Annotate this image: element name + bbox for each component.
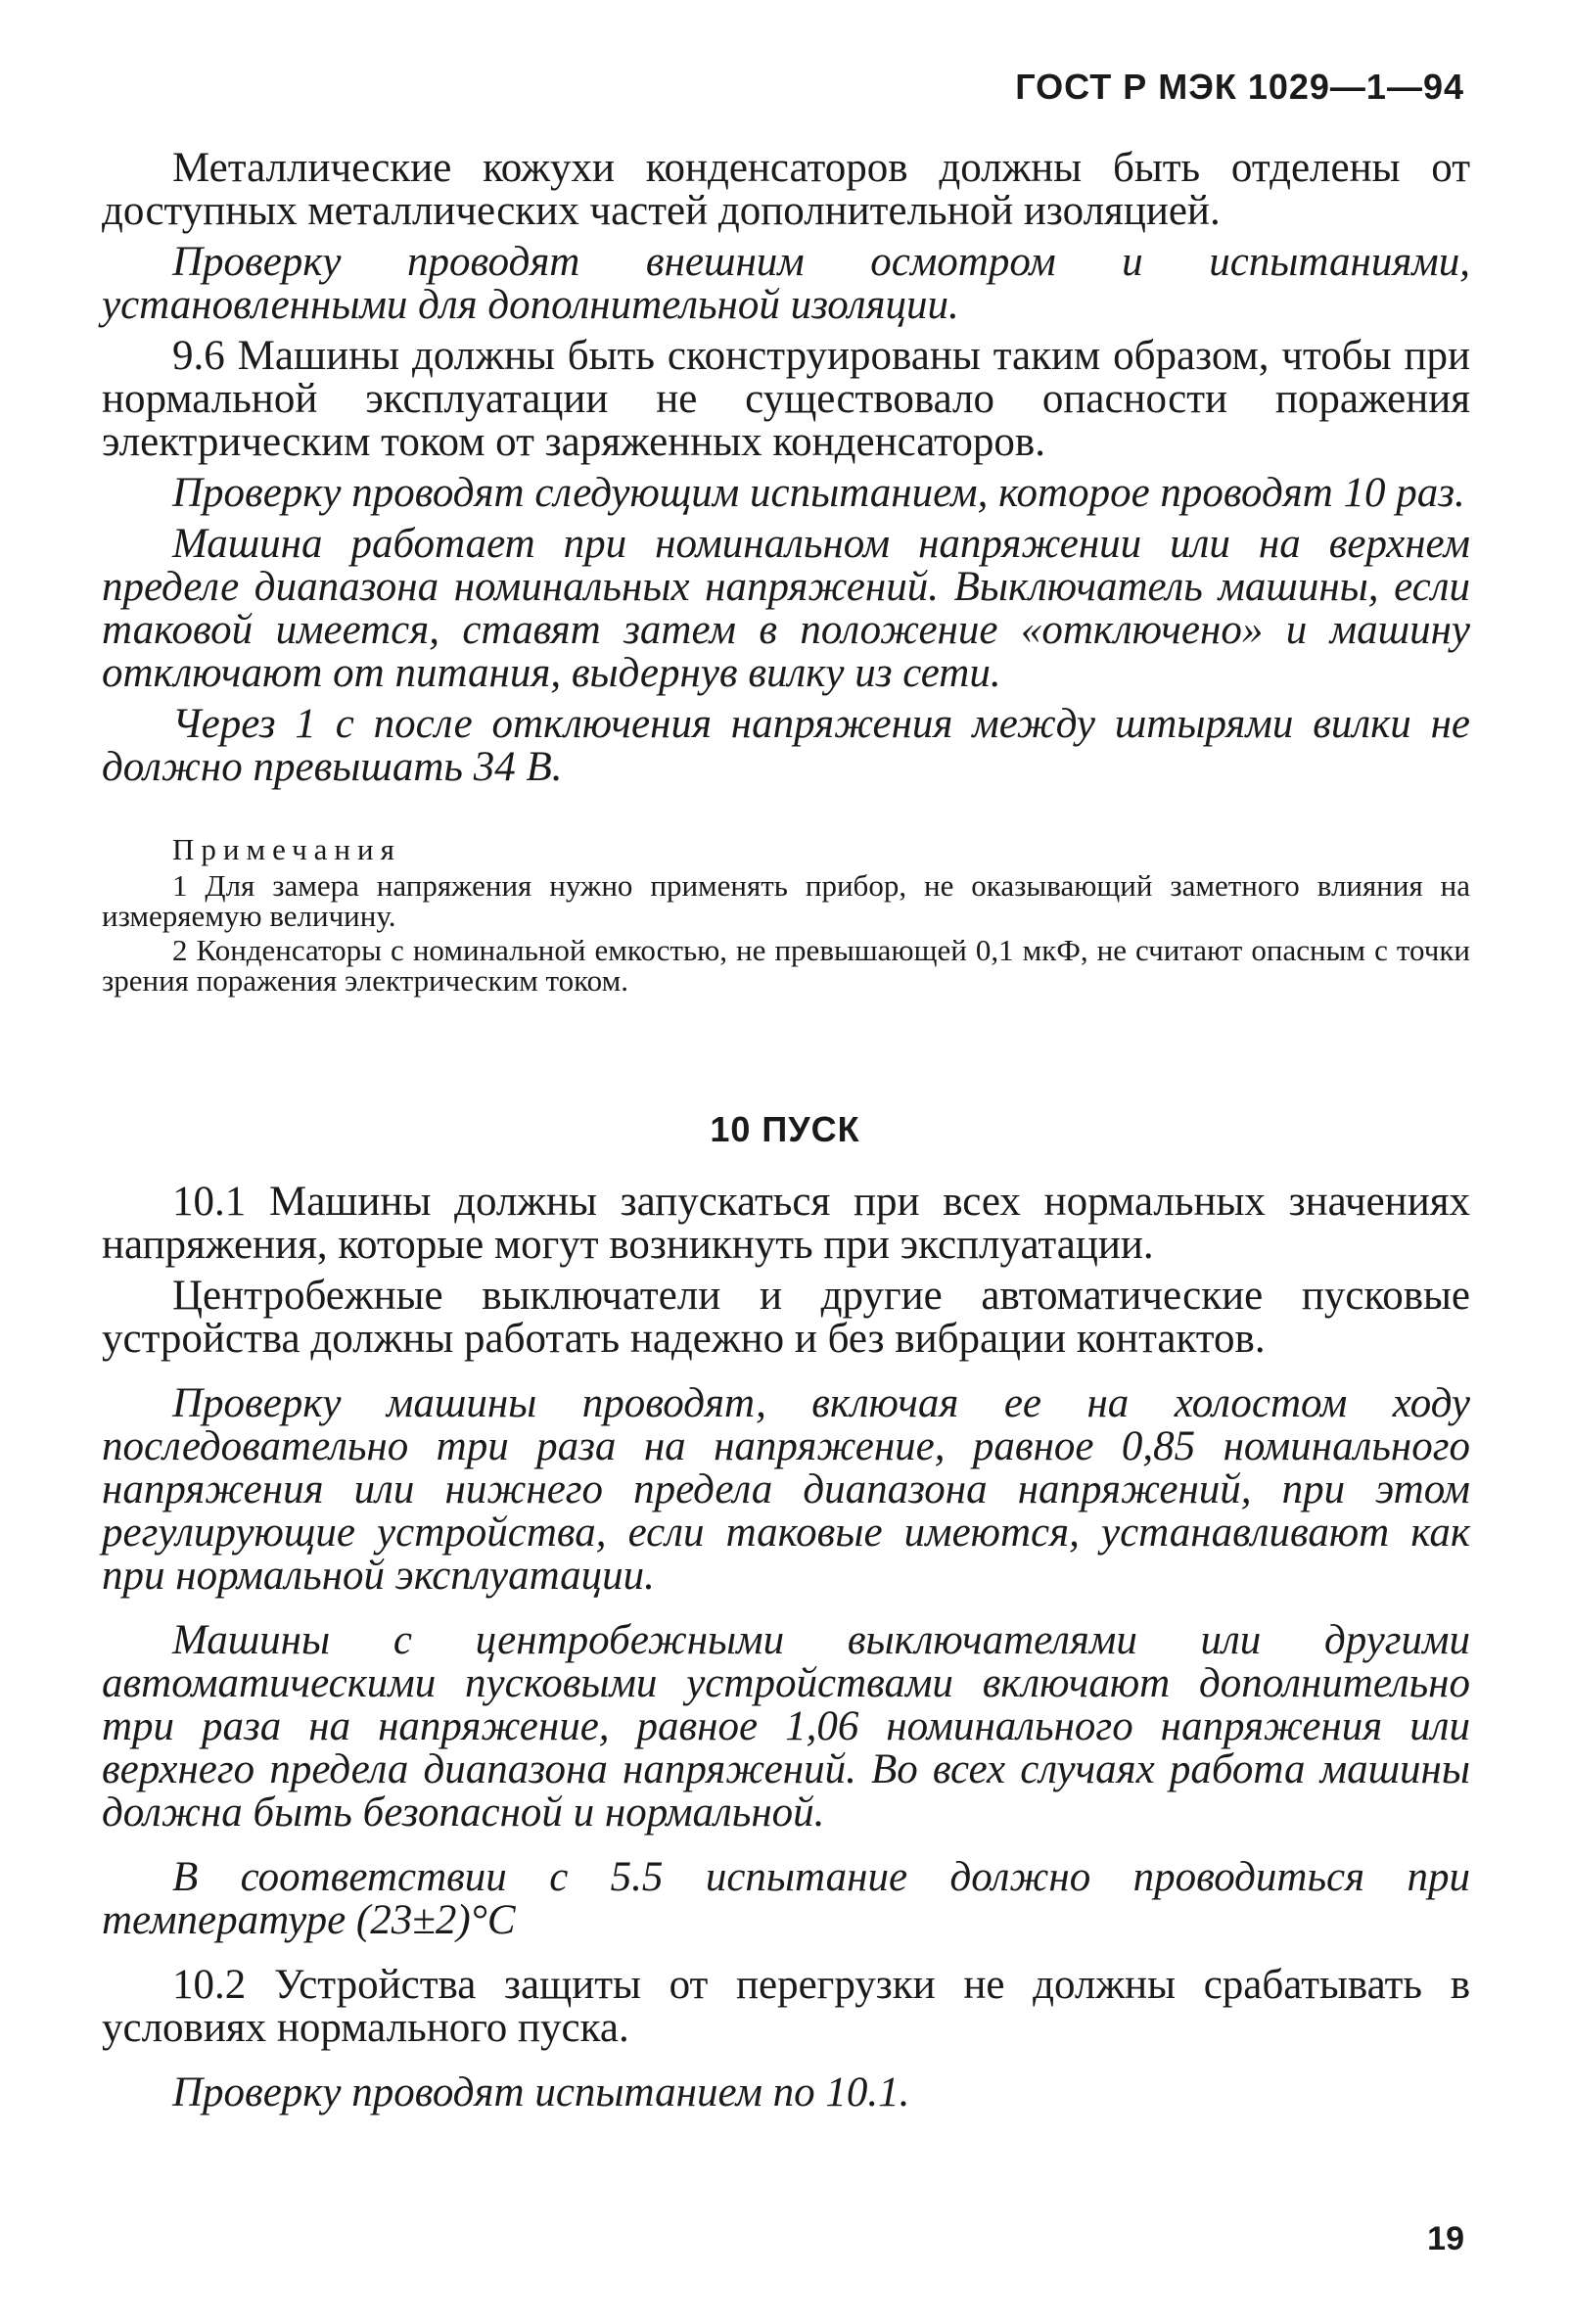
paragraph-check-starting: Проверку машины проводят, включая ее на холостом ходу последовательно три раза на напряжение, равное 0,85 номинального напряжения или нижнего предела диапазона напряжений, при этом регулирующие устройства, если таковые имеются, устанавливают как при нормальной эксплуатации. (102, 1380, 1470, 1599)
paragraph-10-2: 10.2 Устройства защиты от перегрузки не должны срабатывать в условиях нормального пуска. (102, 1962, 1470, 2051)
paragraph-additional-starts: Машины с центробежными выключателями или другими автоматическими пусковыми устройствами включают дополнительно три раза на напряжение, равное 1,06 номинального напряжения или верхнего предела диапазона напряжений. Во всех случаях работа машины должна быть безопасной и нормальной. (102, 1617, 1470, 1836)
running-header: ГОСТ Р МЭК 1029—1—94 (1015, 67, 1464, 107)
paragraph-10-1: 10.1 Машины должны запускаться при всех нормальных значениях напряжения, которые могут возникнуть при эксплуатации. (102, 1179, 1470, 1268)
page-number: 19 (1427, 2220, 1464, 2257)
paragraph-check-inspection: Проверку проводят внешним осмотром и испытаниями, установленными для дополнительной изоляции. (102, 239, 1470, 328)
note-item: 1 Для замера напряжения нужно применять прибор, не оказывающий заметного влияния на измеряемую величину. (102, 868, 1470, 933)
paragraph-centrifugal-switches: Центробежные выключатели и другие автоматические пусковые устройства должны работать надежно и без вибрации контактов. (102, 1273, 1470, 1362)
paragraph-temperature: В соответствии с 5.5 испытание должно проводиться при температуре (23±2)°С (102, 1854, 1470, 1943)
notes-title: Примечания (172, 832, 401, 866)
section-10-title: 10 ПУСК (710, 1109, 860, 1149)
paragraph-capacitor-housings: Металлические кожухи конденсаторов должны быть отделены от доступных металлических частей дополнительной изоляцией. (102, 145, 1470, 234)
paragraph-check-10-1: Проверку проводят испытанием по 10.1. (172, 2069, 910, 2115)
section-9-text (102, 147, 1470, 797)
paragraph-test-procedure: Машина работает при номинальном напряжении или на верхнем пределе диапазона номинальных напряжений. Выключатель машины, если таковой имеется, ставят затем в положение «отключено» и машину отключают от питания, выдернув вилку из сети. (102, 521, 1470, 696)
section-10-text (102, 1181, 1470, 2122)
paragraph-check-test: Проверку проводят следующим испытанием, которое проводят 10 раз. (172, 470, 1465, 516)
paragraph-voltage-limit: Через 1 с после отключения напряжения между штырями вилки не должно превышать 34 В. (102, 701, 1470, 790)
notes-block (102, 834, 1470, 999)
paragraph-9-6: 9.6 Машины должны быть сконструированы таким образом, чтобы при нормальной эксплуатации не существовало опасности поражения электрическим током от заряженных конденсаторов. (102, 333, 1470, 465)
note-item: 2 Конденсаторы с номинальной емкостью, не превышающей 0,1 мкФ, не считают опасным с точки зрения поражения электрическим током. (102, 933, 1470, 998)
